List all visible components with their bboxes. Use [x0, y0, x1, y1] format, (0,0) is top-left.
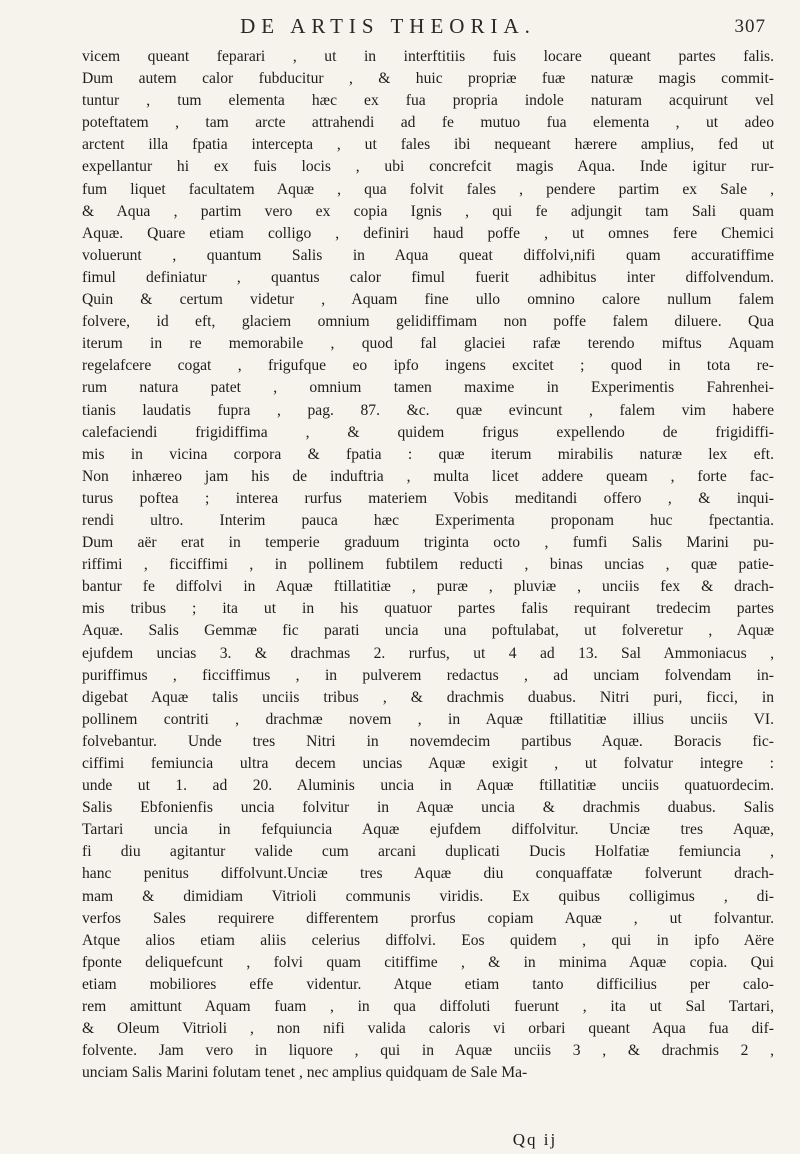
text-line: mam & dimidiam Vitrioli communis viridis. Ex quibus colligimus , di- — [82, 887, 774, 905]
text-line: & Aqua , partim vero ex copia Ignis , qui fe adjungit tam Sali quam — [82, 202, 774, 220]
text-line: expellantur hi ex fuis locis , ubi concrefcit magis Aqua. Inde igitur rur- — [82, 158, 774, 176]
text-line: unciam Salis Marini folutam tenet , nec amplius quidquam de Sale Ma- — [82, 1064, 528, 1082]
text-line: poteftatem , tam arcte attrahendi ad fe mutuo fua elementa , ut adeo — [82, 114, 774, 132]
text-line: folvere, id eft, glaciem omnium gelidiffimam non poffe falem diluere. Qua — [82, 313, 774, 331]
text-line: Aquæ. Salis Gemmæ fic parati uncia una poftulabat, ut folveretur , Aquæ — [82, 622, 774, 640]
text-line: voluerunt , quantum Salis in Aqua queat diffolvi,nifi quam accuratiffime — [82, 246, 774, 264]
text-line: fponte deliquefcunt , folvi quam citiffime , & in minima Aquæ copia. Qui — [82, 953, 774, 971]
text-line: tuntur , tum elementa hæc ex fua propria indole naturam acquirunt vel — [82, 92, 774, 110]
text-line: verfos Sales requirere differentem prorfus copiam Aquæ , ut folvantur. — [82, 909, 774, 927]
text-line: Dum autem calor fubducitur , & huic propriæ fuæ naturæ magis commit- — [82, 70, 774, 88]
text-line: Tartari uncia in fefquiuncia Aquæ ejufdem diffolvitur. Unciæ tres Aquæ, — [82, 821, 774, 839]
text-line: hanc penitus diffolvunt.Unciæ tres Aquæ diu conquaffatæ folverunt drach- — [82, 865, 774, 883]
body-text — [82, 46, 774, 1084]
text-line: etiam mobiliores effe videntur. Atque etiam tanto difficilius per calo- — [82, 975, 774, 993]
text-line: fum liquet facultatem Aquæ , qua folvit fales , pendere partim ex Sale , — [82, 180, 774, 198]
running-head: DE ARTIS THEORIA. — [240, 14, 536, 38]
text-line: Quin & certum videtur , Aquam fine ullo omnino calore nullum falem — [82, 291, 774, 309]
text-line: digebat Aquæ talis unciis tribus , & drachmis duabus. Nitri puri, ficci, in — [82, 688, 774, 706]
text-line: vicem queant feparari , ut in interftitiis fuis locare queant partes falis. — [82, 48, 774, 65]
page-number: 307 — [734, 16, 766, 37]
text-line: fi diu agitantur valide cum arcani duplicati Ducis Holfatiæ femiuncia , — [82, 843, 774, 861]
text-line: Non inhæreo jam his de induftria , multa licet addere queam , forte fac- — [82, 467, 774, 485]
text-line: rendi ultro. Interim pauca hæc Experimenta proponam huc fpectantia. — [82, 511, 774, 529]
text-line: rem amittunt Aquam fuam , in qua diffoluti fuerunt , ita ut Sal Tartari, — [82, 998, 774, 1016]
text-line: ejufdem uncias 3. & drachmas 2. rurfus, ut 4 ad 13. Sal Ammoniacus , — [82, 644, 774, 662]
text-line: folvebantur. Unde tres Nitri in novemdecim partibus Aquæ. Boracis fic- — [82, 732, 774, 750]
text-line: puriffimus , ficciffimus , in pulverem redactus , ad unciam folvendam in- — [82, 666, 774, 684]
text-line: riffimi , ficciffimi , in pollinem fubtilem reducti , binas uncias , quæ patie- — [82, 556, 774, 574]
text-line: fimul definiatur , quantus calor fimul fuerit adhibitus inter diffolvendum. — [82, 268, 774, 286]
text-line: Dum aër erat in temperie graduum triginta octo , fumfi Salis Marini pu- — [82, 534, 774, 552]
text-line: Aquæ. Quare etiam colligo , definiri haud poffe , ut omnes fere Chemici — [82, 224, 774, 242]
text-line: bantur fe diffolvi in Aquæ ftillatitiæ , puræ , pluviæ , unciis fex & drach- — [82, 578, 774, 596]
text-line: mis in vicina corpora & fpatia : quæ iterum mirabilis naturæ lex eft. — [82, 445, 774, 463]
text-line: rum natura patet , omnium tamen maxime in Experimentis Fahrenhei- — [82, 379, 774, 397]
text-line: Salis Ebfonienfis uncia folvitur in Aquæ uncia & drachmis duabus. Salis — [82, 799, 774, 817]
text-line: regelafcere cogat , frigufque eo ipfo ingens excitet ; quod in tota re- — [82, 357, 774, 375]
signature-mark-container — [0, 1130, 800, 1150]
text-line: tianis laudatis fupra , pag. 87. &c. quæ evincunt , falem vim habere — [82, 401, 774, 419]
text-line: Atque alios etiam aliis celerius diffolvi. Eos quidem , qui in ipfo Aëre — [82, 931, 774, 949]
text-line: arctent illa fpatia intercepta , ut fales ibi nequeant hærere amplius, fed ut — [82, 136, 774, 154]
signature-mark: Qq ij — [512, 1130, 558, 1149]
text-line: folvente. Jam vero in liquore , qui in Aquæ unciis 3 , & drachmis 2 , — [82, 1042, 774, 1060]
text-line: mis tribus ; ita ut in his quatuor partes falis requirant tredecim partes — [82, 600, 774, 618]
page-header — [98, 14, 766, 42]
text-line: pollinem contriti , drachmæ novem , in Aquæ ftillatitiæ illius unciis VI. — [82, 710, 774, 728]
text-line: iterum in re memorabile , quod fal glaciei rafæ terendo miftus Aquam — [82, 335, 774, 353]
text-line: turus poftea ; interea rurfus materiem Vobis meditandi offero , & inqui- — [82, 489, 774, 507]
text-line: unde ut 1. ad 20. Aluminis uncia in Aquæ ftillatitiæ unciis quatuordecim. — [82, 777, 774, 795]
text-line: ciffimi femiuncia ultra decem uncias Aquæ exigit , ut folvatur integre : — [82, 755, 774, 772]
text-line: & Oleum Vitrioli , non nifi valida caloris vi orbari queant Aqua fua dif- — [82, 1020, 774, 1038]
text-line: calefaciendi frigidiffima , & quidem frigus expellendo de frigidiffi- — [82, 423, 774, 441]
